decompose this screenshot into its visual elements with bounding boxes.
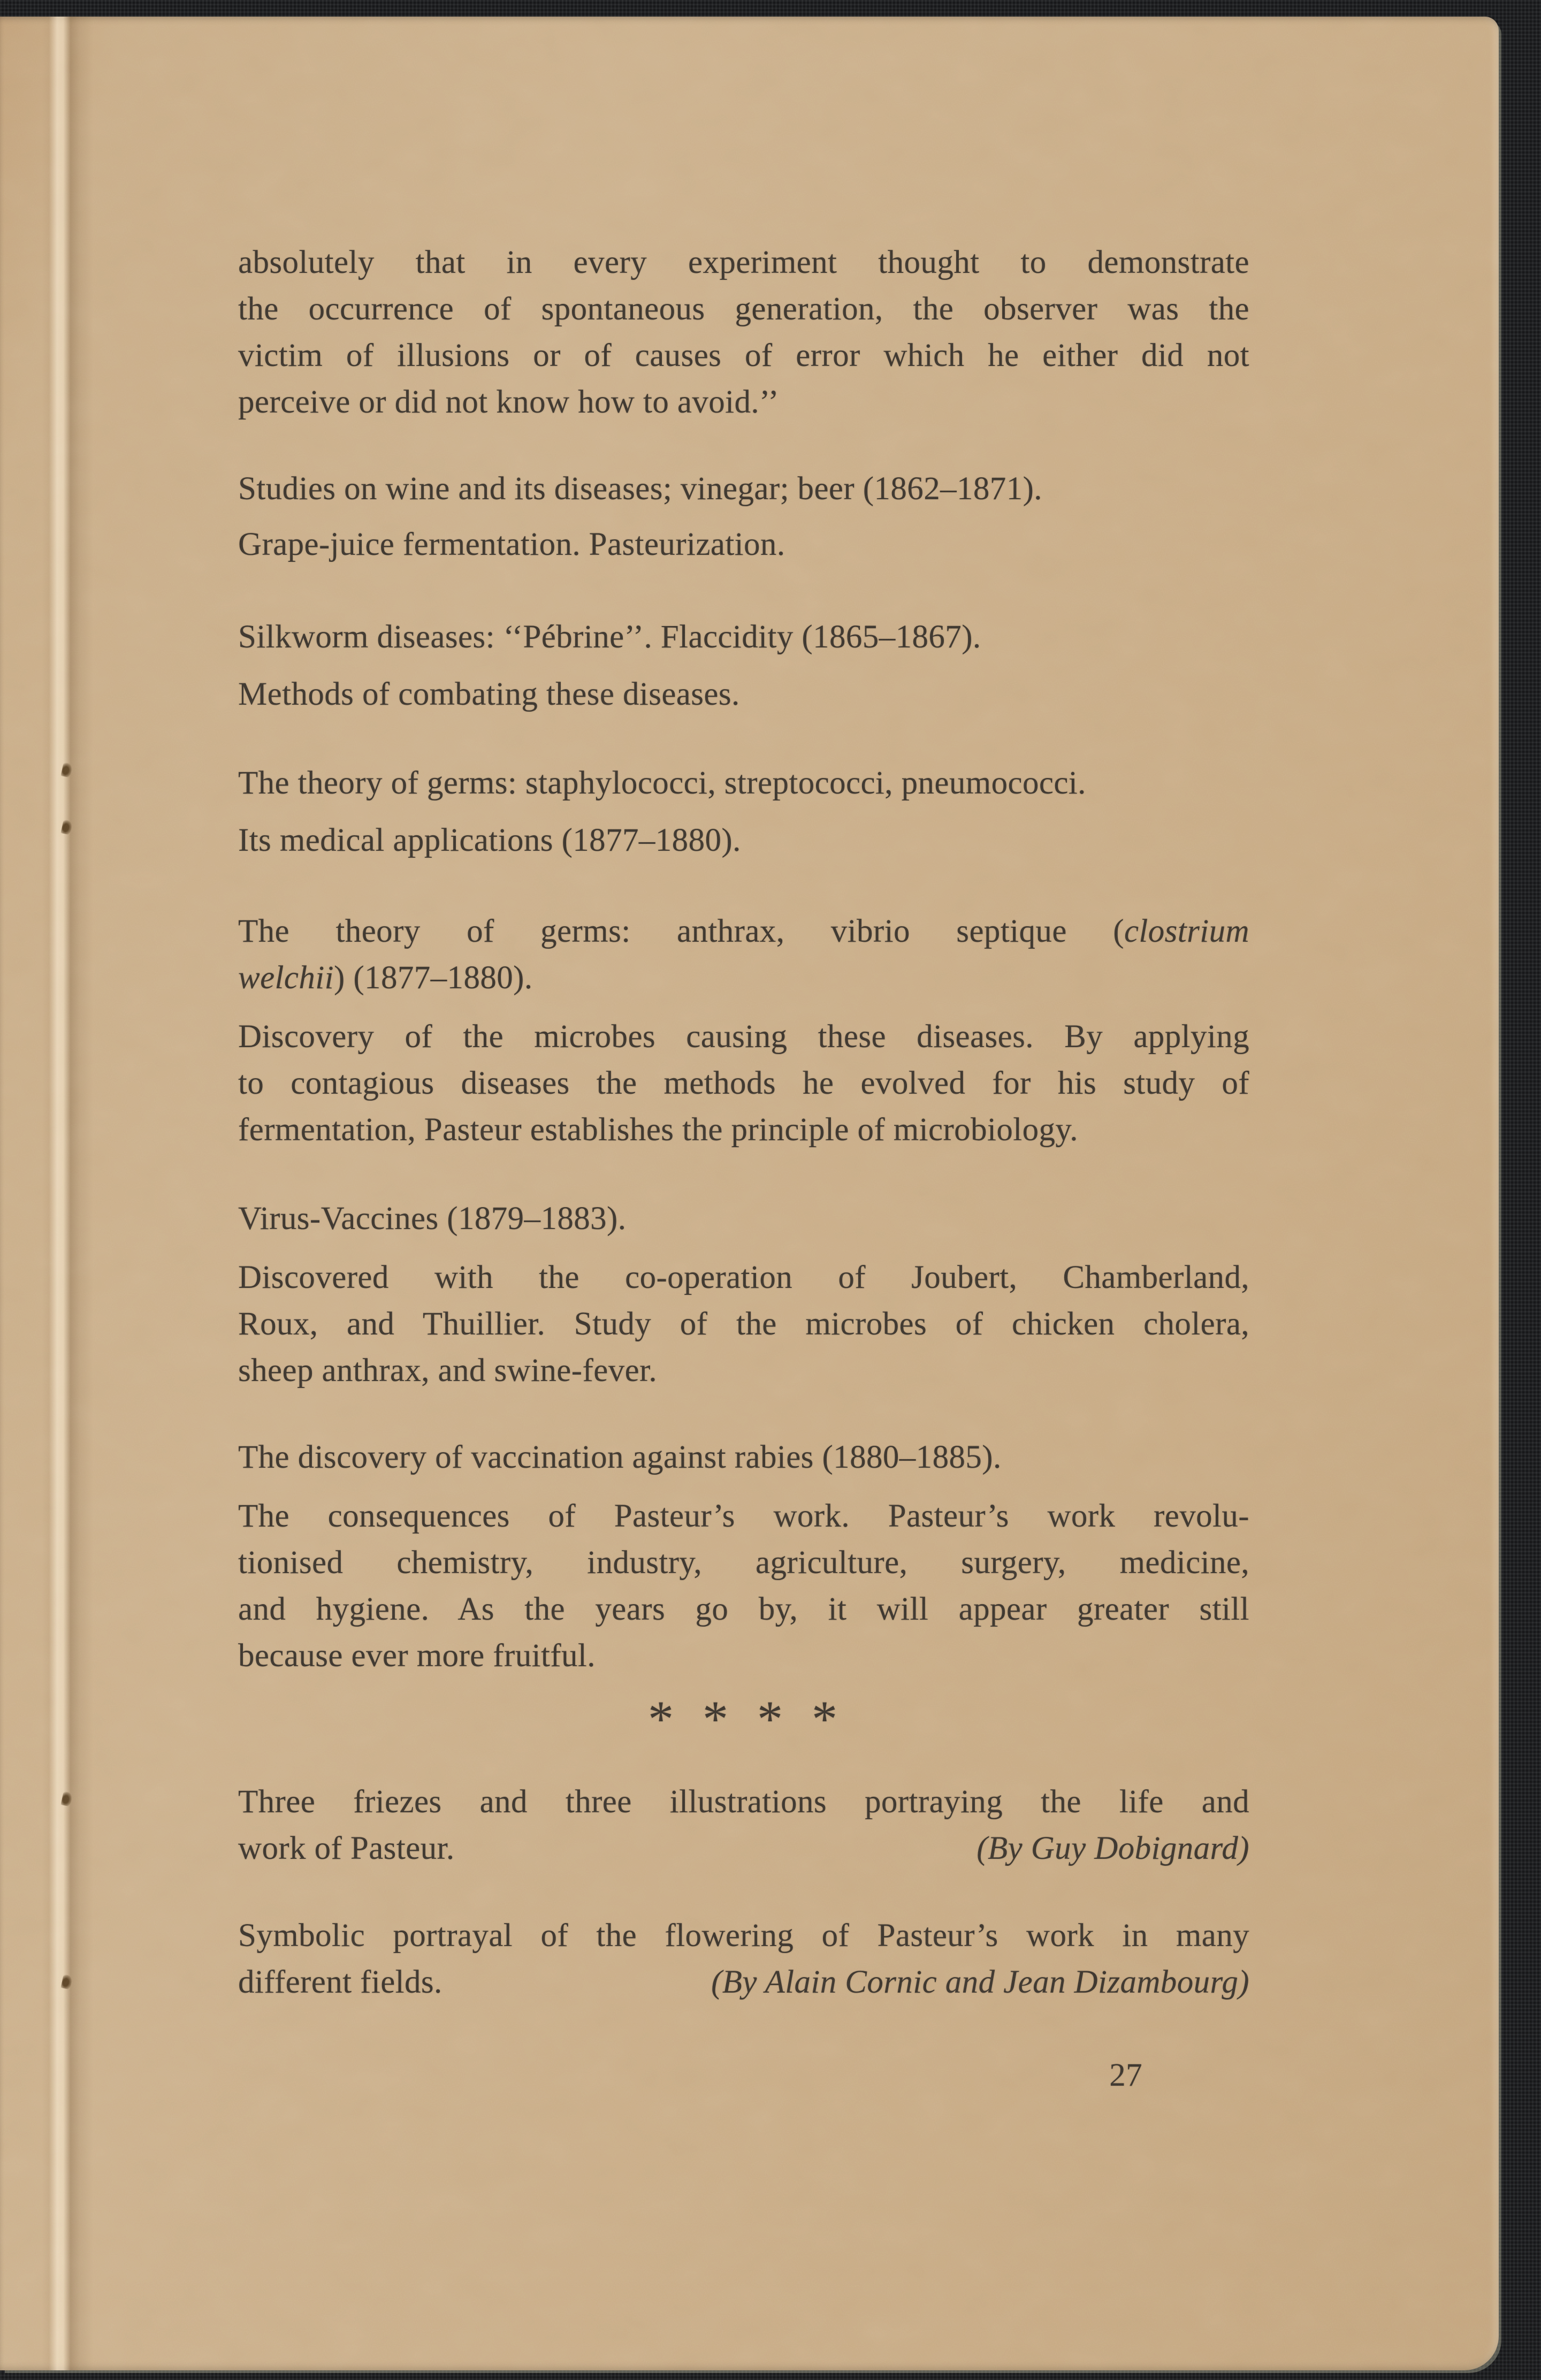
text-segment: different fields.: [238, 1964, 443, 2000]
text-line: [238, 908, 1249, 955]
text-line: Discovered with the co-operation of Joubert, Chamberland,: [238, 1260, 1249, 1295]
text-line: the occurrence of spontaneous generation, the observer was the: [238, 291, 1249, 327]
text-line: Methods of combating these diseases.: [238, 676, 740, 712]
text-line: [238, 1825, 1249, 1872]
text-line: The discovery of vaccination against rabies (1880–1885).: [238, 1439, 1002, 1475]
italic-segment: welchii: [238, 960, 334, 996]
section-germ-theory-cocci: [238, 760, 1249, 864]
page-number: 27: [1109, 2057, 1142, 2093]
text-line: sheep anthrax, and swine-fever.: [238, 1353, 658, 1389]
text-line: The theory of germs: staphylococci, streptococci, pneumococci.: [238, 765, 1086, 801]
text-line: because ever more fruitful.: [238, 1638, 596, 1674]
section-silkworm-diseases: [238, 614, 1249, 718]
scanned-book-page: [0, 17, 1499, 2370]
text-line: absolutely that in every experiment thought to demonstrate: [238, 245, 1249, 280]
caption-symbolic: [238, 1912, 1249, 2005]
separator-asterisks: * * * *: [648, 1690, 840, 1748]
page-text-column: [238, 239, 1249, 2099]
text-segment: The theory of germs: anthrax, vibrio septique (: [238, 913, 1124, 949]
text-line: to contagious diseases the methods he evolved for his study of: [238, 1065, 1249, 1101]
text-line: Roux, and Thuillier. Study of the microbes of chicken cholera,: [238, 1306, 1249, 1342]
caption-friezes: [238, 1779, 1249, 1872]
text-line: The consequences of Pasteur’s work. Pasteur’s work revolu-: [238, 1498, 1249, 1534]
text-line: victim of illusions or of causes of error which he either did not: [238, 338, 1249, 373]
text-line: Virus-Vaccines (1879–1883).: [238, 1201, 627, 1237]
section-virus-vaccines: [238, 1195, 1249, 1242]
text-line: Discovery of the microbes causing these diseases. By applying: [238, 1019, 1249, 1055]
paragraph-cooperation: [238, 1254, 1249, 1394]
section-germ-theory-anthrax: [238, 908, 1249, 1001]
text-line: Studies on wine and its diseases; vinegar; beer (1862–1871).: [238, 471, 1042, 507]
text-line: Symbolic portrayal of the flowering of Pasteur’s work in many: [238, 1918, 1249, 1954]
text-line: Three friezes and three illustrations portraying the life and: [238, 1784, 1249, 1820]
paragraph-quote-continuation: [238, 239, 1249, 425]
credit-text: (By Alain Cornic and Jean Dizambourg): [711, 1964, 1249, 2000]
text-line: Grape-juice fermentation. Pasteurization.: [238, 527, 785, 562]
text-line: perceive or did not know how to avoid.’’: [238, 384, 779, 420]
text-line: fermentation, Pasteur establishes the principle of microbiology.: [238, 1112, 1078, 1148]
text-segment: work of Pasteur.: [238, 1830, 455, 1866]
paragraph-consequences: [238, 1493, 1249, 1679]
text-line: [238, 955, 1249, 1001]
section-wine-studies: [238, 466, 1249, 568]
paragraph-microbes-discovery: [238, 1013, 1249, 1153]
italic-segment: clostrium: [1124, 913, 1249, 949]
page-fold-crease: [42, 17, 93, 2370]
text-line: Silkworm diseases: ‘‘Pébrine’’. Flaccidity (1865–1867).: [238, 619, 981, 655]
text-line: tionised chemistry, industry, agriculture, surgery, medicine,: [238, 1545, 1249, 1581]
credit-text: (By Guy Dobignard): [977, 1830, 1249, 1866]
text-line: [238, 1959, 1249, 2005]
text-segment: ) (1877–1880).: [333, 960, 533, 996]
text-line: and hygiene. As the years go by, it will appear greater still: [238, 1591, 1249, 1627]
section-rabies-vaccination: [238, 1434, 1249, 1481]
text-line: Its medical applications (1877–1880).: [238, 822, 741, 858]
